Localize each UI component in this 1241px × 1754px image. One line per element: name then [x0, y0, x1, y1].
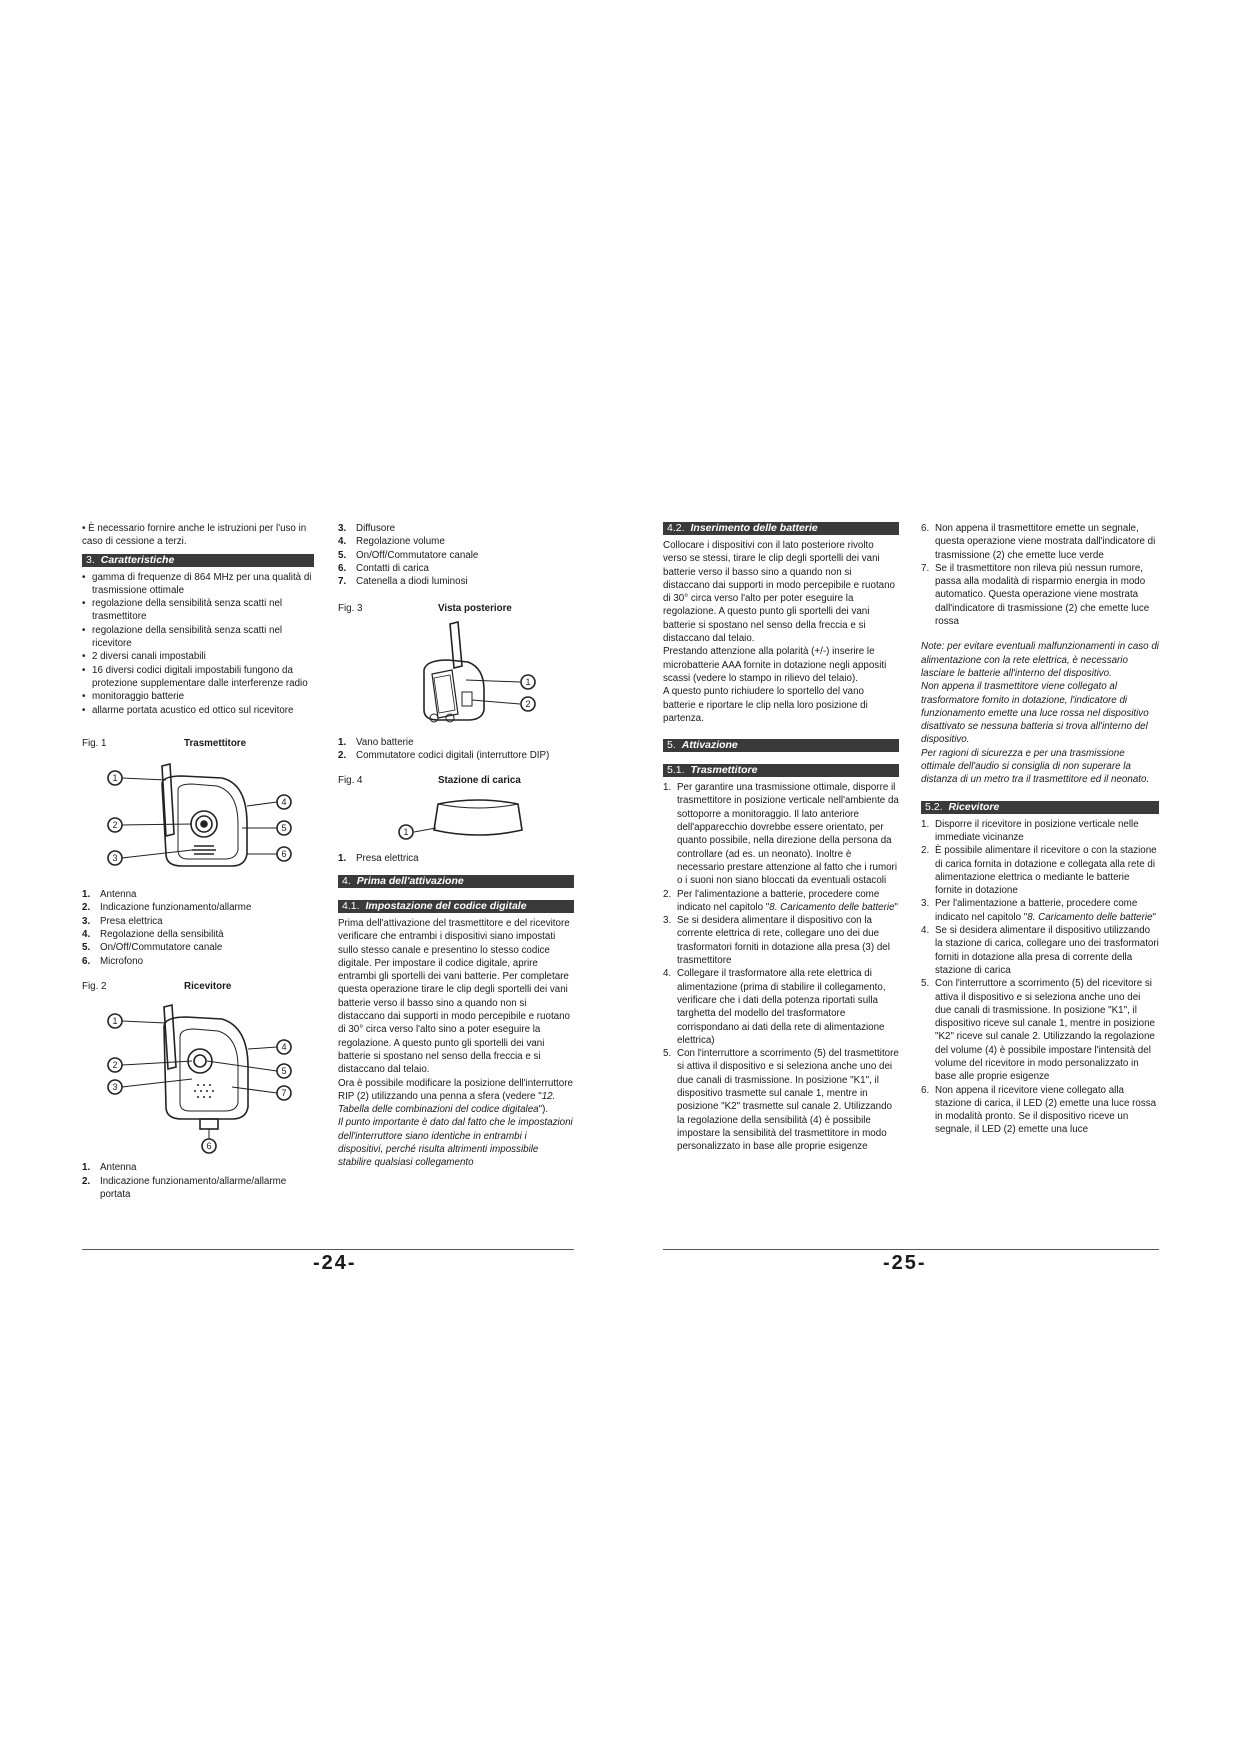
list-item: 2. Commutatore codici digitali (interruttore DIP): [338, 750, 550, 762]
paragraph: Collocare i dispositivi con il lato posteriore rivolto verso se stessi, tirare le clip degli sportelli dei vani batterie verso il basso sino a quando non si distaccano dai supporti in modo percepibile e ruotano di 30° circa verso l'alto per poter eseguire la regolazione. A questo punto gli sportelli dei vani batterie si spostano nel senso della freccia e si distaccano dal telaio.: [663, 540, 896, 645]
left-column-2: [338, 522, 574, 1170]
callout-1: 1: [112, 1016, 118, 1027]
transmitter-steps: [663, 781, 899, 1153]
callout-3: 3: [112, 1082, 118, 1093]
charging-station-drawing: [338, 792, 574, 848]
list-item: 4. Se si desidera alimentare il dispositivo utilizzando la stazione di carica, collegare uno dei trasformatori forniti in dotazione alla presa di corrente della stazione di carica: [921, 925, 1159, 976]
note: Non appena il trasmettitore viene collegato al trasformatore fornito in dotazione, l'indicatore di funzionamento emette una luce rossa nel dispositivo disattivato se nessuna batteria si trova all'interno del dispositivo.: [921, 681, 1149, 746]
list-item: 6. Contatti di carica: [338, 562, 429, 574]
paragraph: Prima dell'attivazione del trasmettitore e del ricevitore verificare che entrambi i dispositivi siano impostati sullo stesso canale e presentino lo stesso codice digitale. Per impostare il codice digitale, aprire entrambi gli sportelli dei vani batterie. Per completare questa operazione tirare le clip degli sportelli dei vani batterie verso il basso sino a quando non si distaccano dai supporti in modo percepibile e ruotano di 30° circa verso l'alto sino a poter eseguire la regolazione. A questo punto gli sportelli dei vani batterie si spostano nel senso della freccia e si distaccano dal telaio.: [338, 917, 571, 1076]
figure-caption-2: Fig. 2 Ricevitore: [82, 980, 232, 992]
list-item: 1. Vano batterie: [338, 736, 414, 748]
callout-4: 4: [281, 1042, 287, 1053]
fig2-legend-cont: [338, 522, 574, 588]
features-list: [82, 571, 314, 717]
section-heading-4-2: 4.2. Inserimento delle batterie: [663, 522, 899, 535]
list-item: 5. Con l'interruttore a scorrimento (5) del trasmettitore si attiva il dispositivo e si seleziona anche uno dei due canali di trasmissione. In posizione "K1", il dispositivo trasmette sul canale 1, mentre in posizione "K2" trasmette sul canale 2. Utilizzando la regolazione della sensibilità (4) è possibile impostare la sensibilità del trasmettitore in modo personalizzato in base alle proprie esigenze: [663, 1048, 899, 1153]
callout-5: 5: [281, 823, 287, 834]
list-item: 3. Presa elettrica: [82, 915, 163, 927]
list-item: 2. È possibile alimentare il ricevitore o con la stazione di carica fornita in dotazione e collegata alla rete di alimentazione elettrica o mediante le batterie fornite in dotazione: [921, 845, 1157, 897]
list-item: 5. On/Off/Commutatore canale: [338, 549, 479, 561]
list-item: 1. Per garantire una trasmissione ottimale, disporre il trasmettitore in posizione verticale nell'ambiente da sottoporre a monitoraggio. Il lato anteriore dell'apparecchio dovrebbe essere orientato, per quanto possibile, nella direzione della persona da controllare (ad es. un neonato). Inoltre è necessario prestare attenzione al fatto che i rumori o i suoni non siano bloccati da eventuali ostacoli: [663, 782, 899, 887]
rear-view-drawing: [338, 620, 574, 732]
list-item: 6. Microfono: [82, 955, 144, 967]
callout-1: 1: [525, 676, 531, 687]
section-heading-5-1: 5.1. Trasmettitore: [663, 764, 899, 777]
transmitter-steps-cont: [921, 522, 1159, 628]
note: Per ragioni di sicurezza e per una trasmissione ottimale dell'audio si consiglia di non superare la distanza di un metro tra il trasmettitore ed il neonato.: [921, 747, 1150, 786]
list-item: 1. Antenna: [82, 889, 137, 901]
fig1-legend: [82, 888, 314, 968]
transmitter-drawing: [82, 754, 314, 884]
receiver-drawing: [82, 997, 314, 1157]
list-item: • allarme portata acustico ed ottico sul ricevitore: [82, 704, 314, 717]
callout-6: 6: [206, 1141, 212, 1152]
callout-2: 2: [112, 820, 118, 831]
figure-caption-4: Fig. 4 Stazione di carica: [338, 775, 521, 787]
list-item: 3. Se si desidera alimentare il dispositivo con la corrente elettrica di rete, collegare uno dei due trasformatori forniti in dotazione alla presa (3) del trasmettitore: [663, 915, 890, 967]
receiver-steps: [921, 818, 1159, 1137]
fig4-legend: [338, 852, 574, 865]
fig2-legend: [82, 1161, 314, 1201]
list-item: 2. Indicazione funzionamento/allarme: [82, 902, 252, 914]
list-item: 4. Regolazione volume: [338, 536, 445, 548]
list-item: 2. Per l'alimentazione a batterie, procedere come indicato nel capitolo "8. Caricamento delle batterie": [663, 888, 898, 913]
paragraph: Ora è possibile modificare la posizione dell'interruttore RIP (2) utilizzando una penna a sfera (vedere "12. Tabella delle combinazioni del codice digitalea").: [338, 1077, 573, 1116]
list-item: 3. Per l'alimentazione a batterie, procedere come indicato nel capitolo "8. Caricamento delle batterie": [921, 898, 1156, 923]
section-heading-3: 3. Caratteristiche: [82, 554, 314, 567]
list-item: • monitoraggio batterie: [82, 690, 314, 703]
list-item: 7. Se il trasmettitore non rileva più nessun rumore, passa alla modalità di risparmio energia in modo automatico. Questa operazione viene mostrata dall'indicatore di trasmissione (2) che emette luce rossa: [921, 562, 1150, 628]
footer-rule: [82, 1249, 574, 1250]
list-item: 2. Indicazione funzionamento/allarme/allarme portata: [82, 1175, 287, 1200]
list-item: 5. On/Off/Commutatore canale: [82, 942, 223, 954]
list-item: 3. Diffusore: [338, 523, 396, 534]
section-heading-5: 5. Attivazione: [663, 739, 899, 752]
paragraph: Il punto importante è dato dal fatto che le impostazioni dell'interruttore siano identiche in entrambi i dispositivi, perché risulta altrimenti impossibile stabilire qualsiasi collegamento: [338, 1117, 573, 1169]
figure-caption-1: Fig. 1 Trasmettitore: [82, 737, 247, 749]
figure-caption-3: Fig. 3 Vista posteriore: [338, 603, 512, 615]
list-item: 7. Catenella a diodi luminosi: [338, 576, 468, 588]
list-item: 1. Antenna: [82, 1162, 137, 1174]
right-column-2: [921, 522, 1159, 1137]
intro-text: • È necessario fornire anche le istruzioni per l'uso in caso di cessione a terzi.: [82, 523, 307, 548]
section-heading-4-1: 4.1. Impostazione del codice digitale: [338, 900, 574, 913]
list-item: • gamma di frequenze di 864 MHz per una qualità di trasmissione ottimale: [82, 571, 314, 598]
list-item: • 16 diversi codici digitali impostabili fungono da protezione supplementare dalle interferenze radio: [82, 664, 314, 691]
callout-1: 1: [403, 826, 409, 837]
list-item: 4. Regolazione della sensibilità: [82, 929, 224, 941]
callout-1: 1: [112, 773, 118, 784]
footer-rule: [663, 1249, 1159, 1250]
page-number: -25-: [883, 1252, 927, 1274]
list-item: 6. Non appena il trasmettitore emette un segnale, questa operazione viene mostrata dall'indicatore di trasmissione (2) che emette luce verde: [921, 523, 1156, 561]
callout-6: 6: [281, 849, 287, 860]
list-item: • regolazione della sensibilità senza scatti nel ricevitore: [82, 624, 314, 651]
note: Note: per evitare eventuali malfunzionamenti in caso di alimentazione con la rete elettrica, è necessario lasciare le batterie all'interno del dispositivo.: [921, 641, 1159, 679]
list-item: • regolazione della sensibilità senza scatti nel trasmettitore: [82, 597, 314, 624]
list-item: • 2 diversi canali impostabili: [82, 650, 314, 663]
callout-7: 7: [281, 1088, 287, 1099]
list-item: 6. Non appena il ricevitore viene collegato alla stazione di carica, il LED (2) emette una luce rossa in modalità pronto. Se il dispositivo riceve un segnale, il LED (2) emette una luce: [921, 1084, 1157, 1136]
fig3-legend: [338, 736, 574, 763]
paragraph: A questo punto richiudere lo sportello del vano batterie e riportare le clip nella loro posizione di partenza.: [663, 686, 868, 724]
list-item: 1. Disporre il ricevitore in posizione verticale nelle immediate vicinanze: [921, 818, 1139, 843]
callout-2: 2: [112, 1060, 118, 1071]
list-item: 1. Presa elettrica: [338, 852, 419, 864]
page-left: [0, 0, 620, 1754]
left-column-1: [82, 522, 314, 1201]
page-number: -24-: [313, 1252, 357, 1274]
section-heading-5-2: 5.2. Ricevitore: [921, 801, 1159, 814]
right-column-1: [663, 522, 899, 1153]
list-item: 5. Con l'interruttore a scorrimento (5) del ricevitore si attiva il dispositivo e si seleziona anche uno dei due canali di trasmissione. In posizione "K1", il dispositivo riceve sul canale 1, mentre in posizione "K2" riceve sul canale 2. Utilizzando la regolazione del volume (4) è possibile impostare l'intensità del volume del ricevitore in modo personalizzato in base alle proprie esigenze: [921, 978, 1155, 1083]
callout-4: 4: [281, 797, 287, 808]
callout-3: 3: [112, 853, 118, 864]
paragraph: Prestando attenzione alla polarità (+/-) inserire le microbatterie AAA fornite in dotazione negli appositi scassi (vedere lo stampo in rilievo del telaio).: [663, 646, 887, 684]
callout-5: 5: [281, 1066, 287, 1077]
list-item: 4. Collegare il trasformatore alla rete elettrica di alimentazione (prima di stabilire il collegamento, verificare che i dati della potenza riportati sulla targhetta del modello del trasformatore corrispondano ai dati della rete di alimentazione elettrica): [663, 968, 886, 1046]
page-right: [620, 0, 1241, 1754]
callout-2: 2: [525, 698, 531, 709]
section-heading-4: 4. Prima dell'attivazione: [338, 875, 574, 888]
